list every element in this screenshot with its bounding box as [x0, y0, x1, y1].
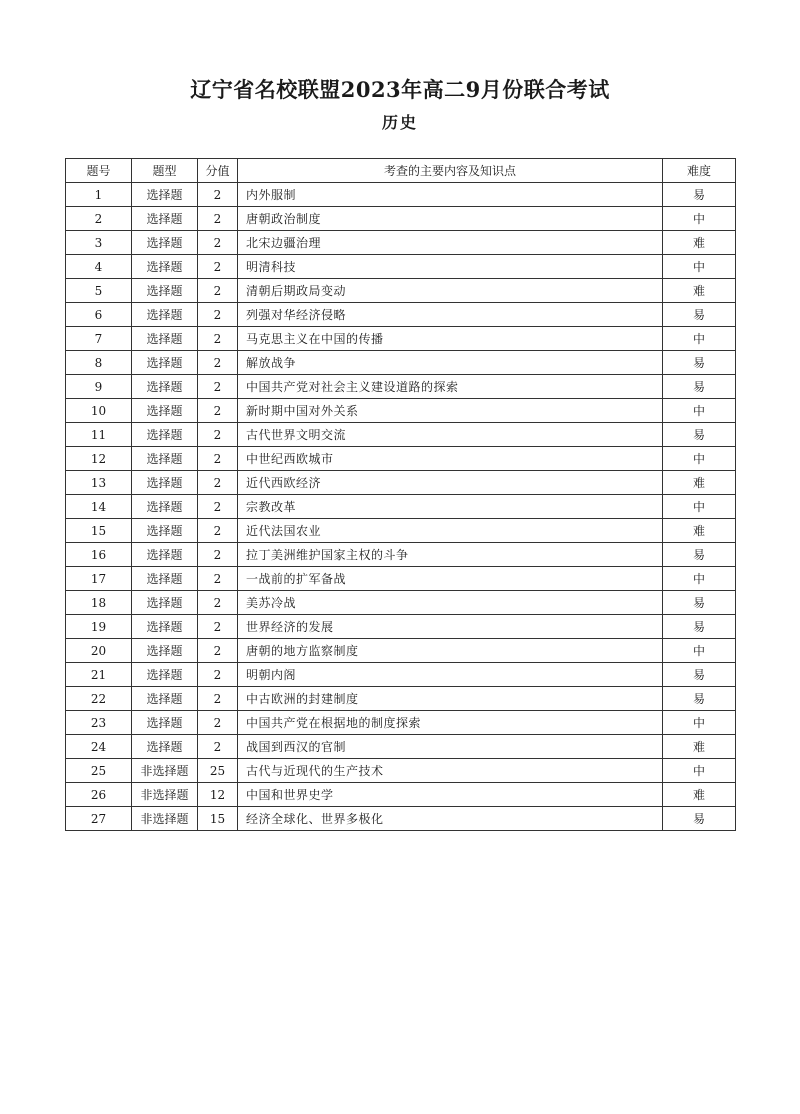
- cell-question-number: 22: [66, 687, 132, 711]
- cell-score: 2: [198, 375, 238, 399]
- table-row: [66, 399, 736, 423]
- cell-question-type: 非选择题: [132, 783, 198, 807]
- cell-difficulty: 难: [663, 783, 736, 807]
- cell-question-number: 1: [66, 183, 132, 207]
- cell-question-number: 15: [66, 519, 132, 543]
- cell-content: 美苏冷战: [238, 591, 663, 615]
- table-row: [66, 255, 736, 279]
- cell-content: 北宋边疆治理: [238, 231, 663, 255]
- table-row: [66, 495, 736, 519]
- cell-question-type: 选择题: [132, 183, 198, 207]
- cell-content: 战国到西汉的官制: [238, 735, 663, 759]
- cell-content: 列强对华经济侵略: [238, 303, 663, 327]
- cell-question-number: 4: [66, 255, 132, 279]
- cell-difficulty: 易: [663, 615, 736, 639]
- cell-difficulty: 易: [663, 375, 736, 399]
- cell-score: 12: [198, 783, 238, 807]
- cell-question-number: 5: [66, 279, 132, 303]
- cell-difficulty: 中: [663, 207, 736, 231]
- cell-question-number: 12: [66, 447, 132, 471]
- cell-content: 中世纪西欧城市: [238, 447, 663, 471]
- cell-question-number: 21: [66, 663, 132, 687]
- cell-question-type: 选择题: [132, 399, 198, 423]
- table-row: [66, 807, 736, 831]
- cell-content: 唐朝的地方监察制度: [238, 639, 663, 663]
- cell-content: 拉丁美洲维护国家主权的斗争: [238, 543, 663, 567]
- cell-question-number: 3: [66, 231, 132, 255]
- cell-question-type: 选择题: [132, 207, 198, 231]
- cell-question-number: 20: [66, 639, 132, 663]
- cell-content: 中国和世界史学: [238, 783, 663, 807]
- cell-question-type: 选择题: [132, 255, 198, 279]
- cell-content: 中国共产党对社会主义建设道路的探索: [238, 375, 663, 399]
- cell-content: 古代与近现代的生产技术: [238, 759, 663, 783]
- cell-score: 2: [198, 735, 238, 759]
- cell-score: 2: [198, 399, 238, 423]
- cell-question-number: 9: [66, 375, 132, 399]
- table-row: [66, 567, 736, 591]
- cell-content: 中国共产党在根据地的制度探索: [238, 711, 663, 735]
- header-question-type: 题型: [132, 159, 198, 183]
- cell-question-type: 选择题: [132, 543, 198, 567]
- exam-analysis-table: [65, 158, 736, 831]
- cell-difficulty: 中: [663, 399, 736, 423]
- cell-question-type: 选择题: [132, 303, 198, 327]
- cell-question-type: 选择题: [132, 735, 198, 759]
- cell-question-number: 2: [66, 207, 132, 231]
- cell-difficulty: 易: [663, 591, 736, 615]
- cell-difficulty: 中: [663, 255, 736, 279]
- cell-difficulty: 易: [663, 351, 736, 375]
- cell-question-type: 选择题: [132, 519, 198, 543]
- table-body: [66, 183, 736, 831]
- cell-score: 2: [198, 543, 238, 567]
- cell-difficulty: 易: [663, 663, 736, 687]
- cell-question-type: 选择题: [132, 327, 198, 351]
- cell-content: 明朝内阁: [238, 663, 663, 687]
- cell-difficulty: 中: [663, 495, 736, 519]
- table-row: [66, 447, 736, 471]
- cell-content: 新时期中国对外关系: [238, 399, 663, 423]
- table-row: [66, 783, 736, 807]
- header-score: 分值: [198, 159, 238, 183]
- cell-content: 中古欧洲的封建制度: [238, 687, 663, 711]
- cell-score: 2: [198, 207, 238, 231]
- cell-content: 内外服制: [238, 183, 663, 207]
- header-content: 考查的主要内容及知识点: [238, 159, 663, 183]
- table-row: [66, 639, 736, 663]
- cell-question-type: 选择题: [132, 639, 198, 663]
- cell-score: 2: [198, 663, 238, 687]
- table-row: [66, 231, 736, 255]
- table-row: [66, 183, 736, 207]
- cell-difficulty: 易: [663, 807, 736, 831]
- cell-score: 2: [198, 519, 238, 543]
- cell-question-number: 19: [66, 615, 132, 639]
- table-row: [66, 471, 736, 495]
- cell-score: 2: [198, 615, 238, 639]
- cell-difficulty: 难: [663, 735, 736, 759]
- cell-score: 2: [198, 567, 238, 591]
- cell-difficulty: 难: [663, 231, 736, 255]
- cell-question-type: 选择题: [132, 495, 198, 519]
- cell-score: 2: [198, 639, 238, 663]
- page-title: 辽宁省名校联盟2023年高二9月份联合考试: [190, 77, 610, 102]
- header-difficulty: 难度: [663, 159, 736, 183]
- cell-content: 解放战争: [238, 351, 663, 375]
- table-row: [66, 543, 736, 567]
- cell-score: 2: [198, 447, 238, 471]
- cell-difficulty: 易: [663, 183, 736, 207]
- cell-difficulty: 中: [663, 759, 736, 783]
- cell-question-type: 选择题: [132, 711, 198, 735]
- cell-question-number: 14: [66, 495, 132, 519]
- cell-question-number: 7: [66, 327, 132, 351]
- table-row: [66, 303, 736, 327]
- cell-difficulty: 易: [663, 303, 736, 327]
- cell-question-type: 选择题: [132, 663, 198, 687]
- cell-question-number: 11: [66, 423, 132, 447]
- cell-question-type: 选择题: [132, 567, 198, 591]
- cell-score: 2: [198, 495, 238, 519]
- cell-score: 2: [198, 255, 238, 279]
- table-row: [66, 759, 736, 783]
- cell-content: 近代西欧经济: [238, 471, 663, 495]
- cell-content: 古代世界文明交流: [238, 423, 663, 447]
- cell-question-number: 23: [66, 711, 132, 735]
- cell-difficulty: 中: [663, 327, 736, 351]
- cell-score: 2: [198, 231, 238, 255]
- cell-question-type: 选择题: [132, 231, 198, 255]
- header-question-number: 题号: [66, 159, 132, 183]
- table-header-row: [66, 159, 736, 183]
- table-row: [66, 423, 736, 447]
- cell-difficulty: 易: [663, 423, 736, 447]
- cell-difficulty: 难: [663, 471, 736, 495]
- cell-score: 2: [198, 303, 238, 327]
- table-row: [66, 615, 736, 639]
- cell-score: 2: [198, 183, 238, 207]
- cell-difficulty: 易: [663, 543, 736, 567]
- cell-question-type: 选择题: [132, 279, 198, 303]
- cell-content: 一战前的扩军备战: [238, 567, 663, 591]
- cell-question-number: 26: [66, 783, 132, 807]
- cell-question-type: 选择题: [132, 375, 198, 399]
- table-row: [66, 735, 736, 759]
- cell-question-number: 27: [66, 807, 132, 831]
- cell-difficulty: 中: [663, 639, 736, 663]
- cell-question-number: 8: [66, 351, 132, 375]
- table-row: [66, 327, 736, 351]
- cell-score: 2: [198, 279, 238, 303]
- cell-question-type: 选择题: [132, 351, 198, 375]
- cell-question-number: 13: [66, 471, 132, 495]
- cell-content: 清朝后期政局变动: [238, 279, 663, 303]
- cell-difficulty: 难: [663, 279, 736, 303]
- cell-score: 2: [198, 687, 238, 711]
- table-row: [66, 663, 736, 687]
- cell-question-number: 24: [66, 735, 132, 759]
- cell-score: 2: [198, 711, 238, 735]
- table-row: [66, 711, 736, 735]
- cell-content: 宗教改革: [238, 495, 663, 519]
- cell-question-number: 6: [66, 303, 132, 327]
- table-row: [66, 351, 736, 375]
- cell-content: 唐朝政治制度: [238, 207, 663, 231]
- cell-difficulty: 难: [663, 519, 736, 543]
- cell-question-type: 选择题: [132, 591, 198, 615]
- cell-question-number: 18: [66, 591, 132, 615]
- cell-score: 25: [198, 759, 238, 783]
- cell-difficulty: 中: [663, 711, 736, 735]
- cell-question-type: 选择题: [132, 615, 198, 639]
- table-row: [66, 591, 736, 615]
- cell-question-number: 16: [66, 543, 132, 567]
- cell-question-number: 10: [66, 399, 132, 423]
- table-row: [66, 207, 736, 231]
- table-row: [66, 279, 736, 303]
- cell-content: 经济全球化、世界多极化: [238, 807, 663, 831]
- table-row: [66, 519, 736, 543]
- cell-question-type: 非选择题: [132, 759, 198, 783]
- cell-score: 2: [198, 351, 238, 375]
- cell-score: 2: [198, 591, 238, 615]
- cell-question-number: 25: [66, 759, 132, 783]
- cell-difficulty: 易: [663, 687, 736, 711]
- cell-score: 2: [198, 471, 238, 495]
- cell-score: 15: [198, 807, 238, 831]
- subject-subtitle: 历史: [381, 113, 418, 132]
- cell-question-type: 非选择题: [132, 807, 198, 831]
- cell-question-type: 选择题: [132, 447, 198, 471]
- cell-difficulty: 中: [663, 567, 736, 591]
- cell-content: 马克思主义在中国的传播: [238, 327, 663, 351]
- cell-content: 明清科技: [238, 255, 663, 279]
- table-row: [66, 375, 736, 399]
- cell-score: 2: [198, 423, 238, 447]
- cell-difficulty: 中: [663, 447, 736, 471]
- cell-question-type: 选择题: [132, 687, 198, 711]
- cell-question-type: 选择题: [132, 471, 198, 495]
- cell-content: 近代法国农业: [238, 519, 663, 543]
- cell-question-number: 17: [66, 567, 132, 591]
- cell-score: 2: [198, 327, 238, 351]
- table-row: [66, 687, 736, 711]
- cell-question-type: 选择题: [132, 423, 198, 447]
- cell-content: 世界经济的发展: [238, 615, 663, 639]
